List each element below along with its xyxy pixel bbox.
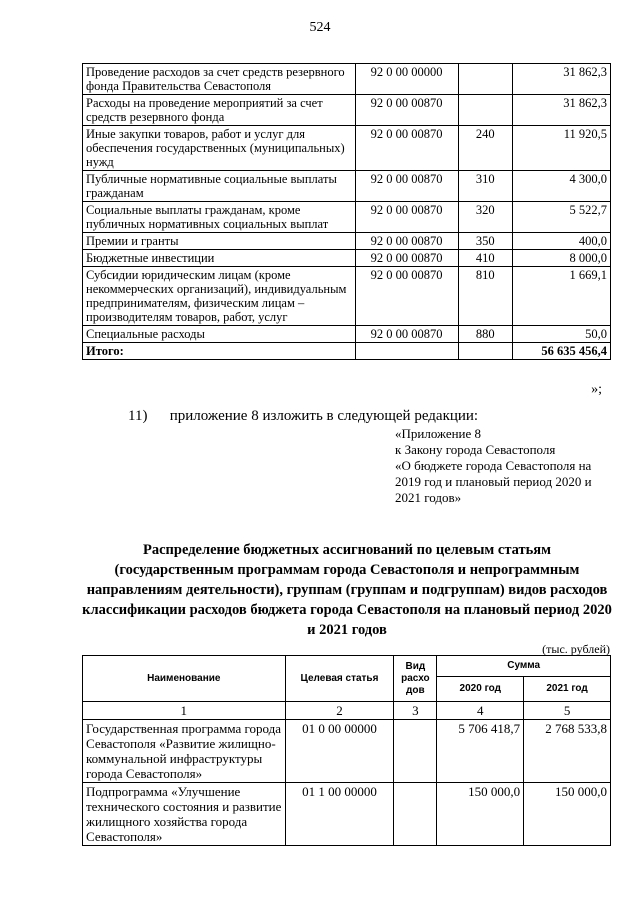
row-code: 92 0 00 00870 [355, 126, 458, 171]
row-kind: 410 [458, 250, 513, 267]
row-code: 92 0 00 00000 [355, 64, 458, 95]
header-code: Целевая статья [285, 656, 394, 702]
row-2021: 2 768 533,8 [524, 720, 611, 783]
row-kind: 240 [458, 126, 513, 171]
row-amount: 5 522,7 [513, 202, 611, 233]
column-index: 3 [394, 702, 437, 720]
row-amount: 11 920,5 [513, 126, 611, 171]
total-label: Итого: [83, 343, 356, 360]
appendix-reference [395, 426, 605, 506]
row-kind: 350 [458, 233, 513, 250]
section-title: Распределение бюджетных ассигнований по целевым статьям (государственным программам города Севастополя и непрограммным направлениям деятельности), группам (группам и подгруппам) видов расходов классификации расходов бюджета города Севастополя на плановый период 2020 и 2021 годов [82, 542, 612, 638]
row-amount: 1 669,1 [513, 267, 611, 326]
table-row [83, 326, 611, 343]
header-row [83, 656, 611, 677]
row-code: 92 0 00 00870 [355, 326, 458, 343]
column-index: 5 [524, 702, 611, 720]
budget-table-continued [82, 63, 611, 360]
item-text: приложение 8 изложить в следующей редакции: [169, 408, 479, 424]
row-name: Премии и гранты [83, 233, 356, 250]
row-kind: 310 [458, 171, 513, 202]
row-name: Специальные расходы [83, 326, 356, 343]
row-code: 92 0 00 00870 [355, 233, 458, 250]
row-2020: 5 706 418,7 [437, 720, 524, 783]
row-2021: 150 000,0 [524, 783, 611, 846]
table-row [83, 171, 611, 202]
column-index: 2 [285, 702, 394, 720]
table-row [83, 202, 611, 233]
table-row [83, 267, 611, 326]
table-row [83, 233, 611, 250]
total-row [83, 343, 611, 360]
table-row [83, 64, 611, 95]
amendment-item [128, 408, 478, 425]
row-kind [458, 64, 513, 95]
row-kind [458, 95, 513, 126]
item-number: 11) [128, 408, 148, 424]
column-index: 1 [83, 702, 286, 720]
row-kind [394, 783, 437, 846]
row-kind: 320 [458, 202, 513, 233]
table-row [83, 250, 611, 267]
column-index: 4 [437, 702, 524, 720]
row-name: Субсидии юридическим лицам (кроме некоммерческих организаций), индивидуальным предпринимателям, физическим лицам – производителям товаров, работ, услуг [83, 267, 356, 326]
appendix-line: «О бюджете города Севастополя на 2019 год и плановый период 2020 и 2021 годов» [395, 458, 592, 505]
row-code: 92 0 00 00870 [355, 171, 458, 202]
row-name: Расходы на проведение мероприятий за счет средств резервного фонда [83, 95, 356, 126]
column-index-row [83, 702, 611, 720]
total-amount: 56 635 456,4 [513, 343, 611, 360]
row-code: 92 0 00 00870 [355, 250, 458, 267]
closing-quote: »; [591, 382, 602, 397]
table-row [83, 720, 611, 783]
row-amount: 400,0 [513, 233, 611, 250]
row-code: 01 0 00 00000 [285, 720, 394, 783]
table-row [83, 95, 611, 126]
row-code: 01 1 00 00000 [285, 783, 394, 846]
row-code: 92 0 00 00870 [355, 95, 458, 126]
header-2020: 2020 год [437, 677, 524, 702]
header-kind: Вид расхо дов [394, 656, 437, 702]
units-label: (тыс. рублей) [542, 642, 610, 656]
row-name: Бюджетные инвестиции [83, 250, 356, 267]
row-name: Проведение расходов за счет средств резервного фонда Правительства Севастополя [83, 64, 356, 95]
row-amount: 50,0 [513, 326, 611, 343]
header-name: Наименование [83, 656, 286, 702]
page-number: 524 [309, 20, 331, 35]
row-2020: 150 000,0 [437, 783, 524, 846]
allocation-table [82, 655, 611, 846]
row-code: 92 0 00 00870 [355, 202, 458, 233]
row-amount: 4 300,0 [513, 171, 611, 202]
row-kind: 880 [458, 326, 513, 343]
row-name: Социальные выплаты гражданам, кроме публичных нормативных социальных выплат [83, 202, 356, 233]
row-amount: 31 862,3 [513, 95, 611, 126]
table-row [83, 126, 611, 171]
row-amount: 8 000,0 [513, 250, 611, 267]
appendix-line: «Приложение 8 [395, 426, 482, 441]
row-name: Публичные нормативные социальные выплаты гражданам [83, 171, 356, 202]
row-amount: 31 862,3 [513, 64, 611, 95]
table-row [83, 783, 611, 846]
row-name: Иные закупки товаров, работ и услуг для обеспечения государственных (муниципальных) нужд [83, 126, 356, 171]
row-kind: 810 [458, 267, 513, 326]
row-name: Государственная программа города Севастополя «Развитие жилищно-коммунальной инфраструктуры города Севастополя» [83, 720, 286, 783]
row-name: Подпрограмма «Улучшение технического состояния и развитие жилищного хозяйства города Севастополя» [83, 783, 286, 846]
row-code: 92 0 00 00870 [355, 267, 458, 326]
header-2021: 2021 год [524, 677, 611, 702]
row-kind [394, 720, 437, 783]
appendix-line: к Закону города Севастополя [395, 442, 556, 457]
header-sum: Сумма [437, 656, 611, 677]
